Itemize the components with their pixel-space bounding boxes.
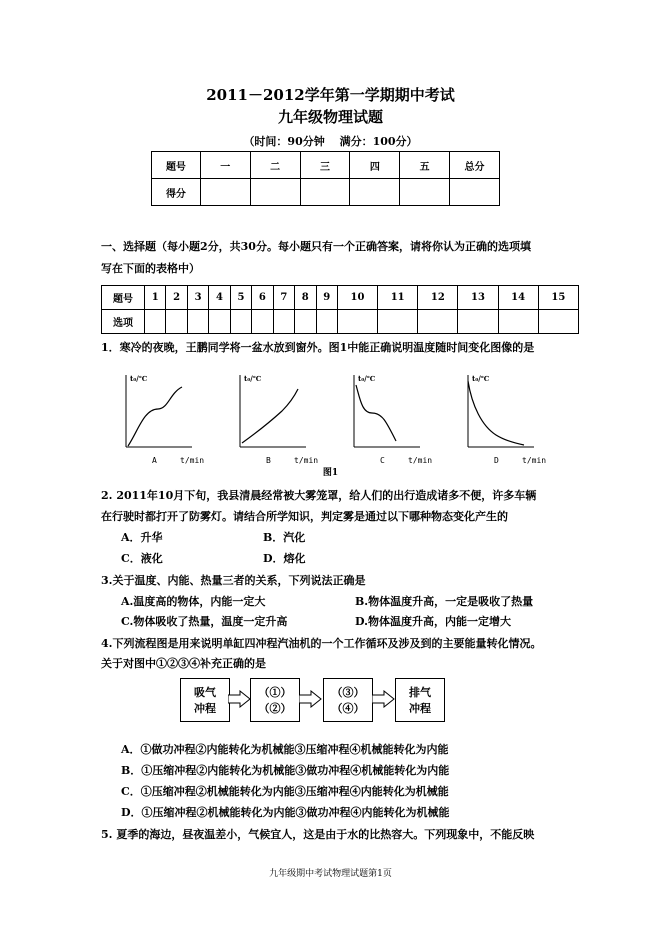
answer-number: 9 [316, 286, 337, 310]
flow-arrow-icon [228, 690, 252, 708]
graph-c [354, 374, 432, 465]
q4-option-d: D．①压缩冲程②机械能转化为内能③做功冲程④内能转化为机械能 [121, 806, 450, 819]
flow-box-text: 冲程 [194, 702, 216, 715]
answer-number: 12 [418, 286, 458, 310]
score-header: 四 [350, 152, 400, 179]
temperature-curve [356, 385, 396, 441]
answer-cell [316, 310, 337, 334]
answer-cell [230, 310, 251, 334]
flow-box-text: （④） [331, 702, 365, 715]
q2-option-d: D．熔化 [263, 552, 306, 565]
answer-cell [166, 310, 187, 334]
question-4: 4.下列流程图是用来说明单缸四冲程汽油机的一个工作循环及涉及到的主要能量转化情况。 [101, 637, 542, 650]
q3-option-a: A.温度高的物体，内能一定大 [121, 595, 266, 608]
flow-box-text: （②） [258, 702, 292, 715]
y-axis-label: t₀/℃ [358, 374, 376, 383]
answer-cell [378, 310, 418, 334]
graph-b [240, 374, 318, 465]
answer-cell [252, 310, 273, 334]
section1-intro-cont: 写在下面的表格中） [101, 262, 200, 275]
answer-number: 10 [337, 286, 377, 310]
flow-box-step2 [250, 678, 300, 722]
question-1: 1．寒冷的夜晚，王鹏同学将一盆水放到窗外。图1中能正确说明温度随时间变化图像的是 [101, 341, 535, 354]
score-header: 总分 [450, 152, 500, 179]
question-2-cont: 在行驶时都打开了防雾灯。请结合所学知识，判定雾是通过以下哪种物态变化产生的 [101, 510, 508, 523]
x-axis-label: t/min [294, 456, 319, 465]
x-axis-label: t/min [408, 456, 433, 465]
temperature-curve [468, 381, 524, 445]
flow-box-exhaust [395, 678, 445, 722]
question-5: 5. 夏季的海边，昼夜温差小，气候宜人，这是由于水的比热容大。下列现象中，不能反映 [101, 828, 535, 841]
score-cell [200, 179, 250, 206]
answer-table [101, 285, 579, 334]
q2-option-a: A．升华 [121, 531, 163, 544]
answer-number: 6 [252, 286, 273, 310]
answer-number: 5 [230, 286, 251, 310]
page-footer: 九年级期中考试物理试题第1页 [269, 869, 392, 879]
question-4-cont: 关于对图中①②③④补充正确的是 [101, 657, 266, 670]
question-3: 3.关于温度、内能、热量三者的关系，下列说法正确是 [101, 574, 366, 587]
flow-box-intake [180, 678, 230, 722]
q2-option-b: B．汽化 [263, 531, 306, 544]
answer-row-label: 选项 [102, 310, 145, 334]
score-header: 三 [300, 152, 350, 179]
q4-option-b: B．①压缩冲程②内能转化为机械能③做功冲程④机械能转化为内能 [121, 764, 450, 777]
exam-title: 2011－2012学年第一学期期中考试 [206, 86, 455, 104]
q2-option-c: C．液化 [121, 552, 163, 565]
answer-number: 14 [498, 286, 538, 310]
answer-number: 3 [187, 286, 208, 310]
y-axis-label: t₀/℃ [472, 374, 490, 383]
graph-letter: B [266, 456, 271, 465]
q3-option-d: D.物体温度升高，内能一定增大 [355, 615, 511, 628]
flow-box-text: 吸气 [194, 686, 216, 699]
graph-letter: D [494, 456, 499, 465]
q3-option-c: C.物体吸收了热量，温度一定升高 [121, 615, 288, 628]
graph-d [468, 374, 546, 465]
answer-number: 13 [458, 286, 498, 310]
q4-option-c: C．①压缩冲程②机械能转化为内能③压缩冲程④内能转化为机械能 [121, 785, 449, 798]
score-row-label: 得分 [152, 179, 201, 206]
exam-time-info: （时间：90分钟 满分：100分） [243, 135, 418, 148]
answer-number: 8 [295, 286, 316, 310]
score-header: 一 [200, 152, 250, 179]
score-cell [400, 179, 450, 206]
q4-option-a: A．①做功冲程②内能转化为机械能③压缩冲程④机械能转化为内能 [121, 743, 449, 756]
score-table [151, 151, 500, 206]
score-cell [300, 179, 350, 206]
flow-box-text: 冲程 [409, 702, 431, 715]
answer-cell [209, 310, 230, 334]
temperature-curve [128, 387, 182, 446]
score-cell [350, 179, 400, 206]
temperature-curve [242, 389, 298, 443]
answer-number: 7 [273, 286, 294, 310]
x-axis-label: t/min [522, 456, 547, 465]
x-axis-label: t/min [180, 456, 205, 465]
section1-intro: 一、选择题（每小题2分，共30分。每小题只有一个正确答案，请将你认为正确的选项填 [101, 240, 531, 253]
answer-cell [273, 310, 294, 334]
flow-arrow-icon [299, 690, 323, 708]
flow-box-text: 排气 [409, 686, 431, 699]
graph-letter: C [380, 456, 385, 465]
answer-cell [418, 310, 458, 334]
answer-cell [187, 310, 208, 334]
answer-number: 1 [145, 286, 166, 310]
score-cell [450, 179, 500, 206]
score-header: 二 [250, 152, 300, 179]
figure-1-graphs [100, 365, 570, 465]
answer-cell [458, 310, 498, 334]
flow-box-text: （③） [331, 686, 365, 699]
answer-number: 15 [538, 286, 578, 310]
answer-cell [498, 310, 538, 334]
score-cell [250, 179, 300, 206]
answer-cell [337, 310, 377, 334]
score-header: 题号 [152, 152, 201, 179]
score-header: 五 [400, 152, 450, 179]
answer-cell [145, 310, 166, 334]
flow-box-text: （①） [258, 686, 292, 699]
answer-cell [295, 310, 316, 334]
answer-number: 2 [166, 286, 187, 310]
exam-subject-title: 九年级物理试题 [277, 108, 383, 126]
y-axis-label: t₀/℃ [244, 374, 262, 383]
flow-arrow-icon [372, 690, 396, 708]
graph-a [126, 374, 204, 465]
figure-1-caption: 图1 [322, 468, 339, 478]
answer-number: 11 [378, 286, 418, 310]
answer-header-label: 题号 [102, 286, 145, 310]
answer-cell [538, 310, 578, 334]
q3-option-b: B.物体温度升高，一定是吸收了热量 [355, 595, 534, 608]
answer-number: 4 [209, 286, 230, 310]
y-axis-label: t₀/℃ [130, 374, 148, 383]
graph-letter: A [152, 456, 157, 465]
flow-box-step3 [323, 678, 373, 722]
question-2: 2. 2011年10月下旬，我县清晨经常被大雾笼罩，给人们的出行造成诸多不便，许多车辆 [101, 489, 537, 502]
